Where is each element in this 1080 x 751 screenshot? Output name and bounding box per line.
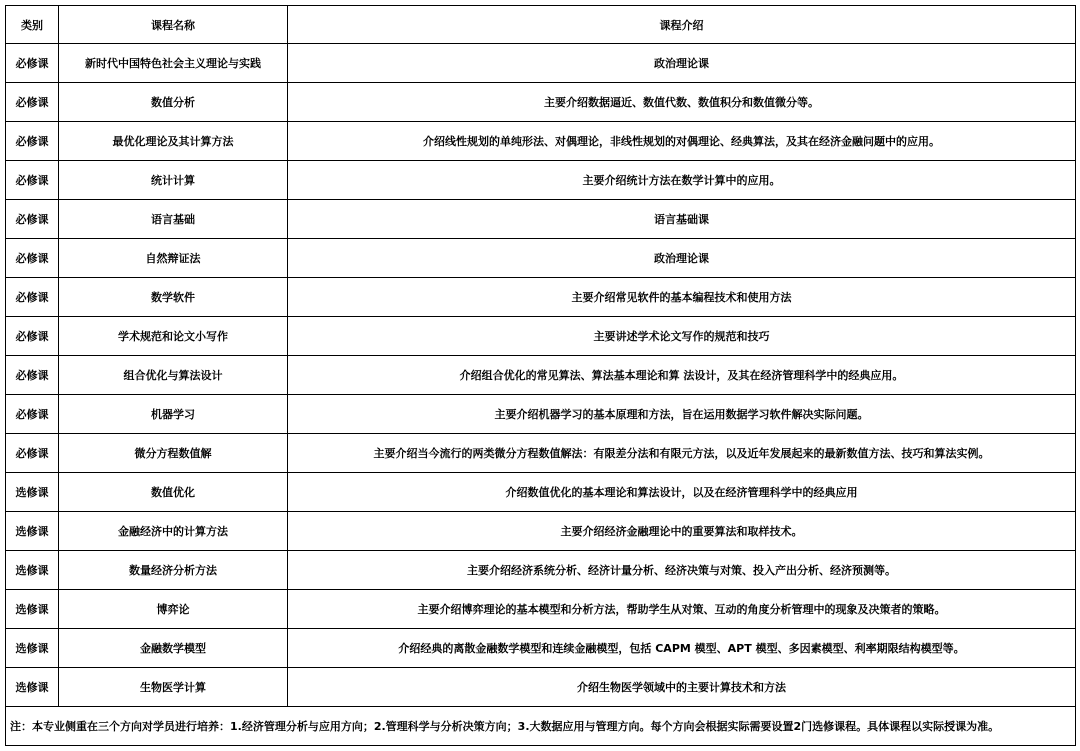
table-row <box>6 629 1076 668</box>
cell-course-name: 数量经济分析方法 <box>59 551 288 590</box>
cell-category: 必修课 <box>6 161 59 200</box>
cell-category: 必修课 <box>6 44 59 83</box>
table-row <box>6 512 1076 551</box>
cell-course-intro: 语言基础课 <box>288 200 1076 239</box>
table-row <box>6 239 1076 278</box>
cell-course-intro: 介绍经典的离散金融数学模型和连续金融模型，包括 CAPM 模型、APT 模型、多因素模型、利率期限结构模型等。 <box>288 629 1076 668</box>
cell-category: 必修课 <box>6 278 59 317</box>
table-row <box>6 434 1076 473</box>
cell-category: 选修课 <box>6 668 59 707</box>
cell-course-name: 博弈论 <box>59 590 288 629</box>
table-row <box>6 161 1076 200</box>
table-row <box>6 83 1076 122</box>
course-table <box>5 5 1076 746</box>
cell-course-name: 微分方程数值解 <box>59 434 288 473</box>
cell-course-name: 新时代中国特色社会主义理论与实践 <box>59 44 288 83</box>
cell-course-intro: 主要介绍博弈理论的基本模型和分析方法，帮助学生从对策、互动的角度分析管理中的现象及决策者的策略。 <box>288 590 1076 629</box>
cell-category: 选修课 <box>6 629 59 668</box>
cell-category: 必修课 <box>6 356 59 395</box>
cell-course-name: 组合优化与算法设计 <box>59 356 288 395</box>
cell-category: 选修课 <box>6 473 59 512</box>
table-row <box>6 44 1076 83</box>
cell-category: 必修课 <box>6 239 59 278</box>
cell-course-intro: 主要讲述学术论文写作的规范和技巧 <box>288 317 1076 356</box>
cell-course-name: 数学软件 <box>59 278 288 317</box>
cell-course-intro: 政治理论课 <box>288 239 1076 278</box>
cell-course-intro: 介绍数值优化的基本理论和算法设计，以及在经济管理科学中的经典应用 <box>288 473 1076 512</box>
cell-category: 选修课 <box>6 590 59 629</box>
cell-course-name: 学术规范和论文小写作 <box>59 317 288 356</box>
cell-course-name: 金融数学模型 <box>59 629 288 668</box>
cell-category: 必修课 <box>6 122 59 161</box>
table-header-row <box>6 6 1076 44</box>
cell-category: 必修课 <box>6 395 59 434</box>
table-row <box>6 395 1076 434</box>
cell-category: 必修课 <box>6 83 59 122</box>
cell-course-name: 数值分析 <box>59 83 288 122</box>
cell-course-intro: 政治理论课 <box>288 44 1076 83</box>
table-row <box>6 278 1076 317</box>
cell-category: 选修课 <box>6 551 59 590</box>
cell-course-intro: 介绍组合优化的常见算法、算法基本理论和算 法设计，及其在经济管理科学中的经典应用。 <box>288 356 1076 395</box>
cell-course-intro: 主要介绍当今流行的两类微分方程数值解法：有限差分法和有限元方法，以及近年发展起来的最新数值方法、技巧和算法实例。 <box>288 434 1076 473</box>
cell-course-intro: 主要介绍统计方法在数学计算中的应用。 <box>288 161 1076 200</box>
cell-course-name: 金融经济中的计算方法 <box>59 512 288 551</box>
cell-course-intro: 主要介绍机器学习的基本原理和方法，旨在运用数据学习软件解决实际问题。 <box>288 395 1076 434</box>
cell-course-name: 数值优化 <box>59 473 288 512</box>
table-note: 注：本专业侧重在三个方向对学员进行培养：1.经济管理分析与应用方向；2.管理科学与分析决策方向；3.大数据应用与管理方向。每个方向会根据实际需要设置2门选修课程。具体课程以实际授课为准。 <box>6 707 1076 746</box>
cell-course-name: 统计计算 <box>59 161 288 200</box>
table-row <box>6 473 1076 512</box>
cell-category: 必修课 <box>6 434 59 473</box>
cell-course-name: 自然辩证法 <box>59 239 288 278</box>
cell-course-intro: 主要介绍数据逼近、数值代数、数值积分和数值微分等。 <box>288 83 1076 122</box>
cell-course-intro: 介绍生物医学领域中的主要计算技术和方法 <box>288 668 1076 707</box>
table-row <box>6 200 1076 239</box>
table-row <box>6 551 1076 590</box>
header-course-name: 课程名称 <box>59 6 288 44</box>
cell-course-intro: 主要介绍经济金融理论中的重要算法和取样技术。 <box>288 512 1076 551</box>
cell-course-name: 语言基础 <box>59 200 288 239</box>
table-row <box>6 668 1076 707</box>
header-course-intro: 课程介绍 <box>288 6 1076 44</box>
cell-course-intro: 介绍线性规划的单纯形法、对偶理论，非线性规划的对偶理论、经典算法，及其在经济金融问题中的应用。 <box>288 122 1076 161</box>
table-note-row <box>6 707 1076 746</box>
cell-course-name: 最优化理论及其计算方法 <box>59 122 288 161</box>
cell-course-intro: 主要介绍经济系统分析、经济计量分析、经济决策与对策、投入产出分析、经济预测等。 <box>288 551 1076 590</box>
cell-course-name: 机器学习 <box>59 395 288 434</box>
cell-course-name: 生物医学计算 <box>59 668 288 707</box>
table-row <box>6 590 1076 629</box>
cell-course-intro: 主要介绍常见软件的基本编程技术和使用方法 <box>288 278 1076 317</box>
cell-category: 必修课 <box>6 317 59 356</box>
cell-category: 必修课 <box>6 200 59 239</box>
table-row <box>6 122 1076 161</box>
cell-category: 选修课 <box>6 512 59 551</box>
table-row <box>6 317 1076 356</box>
table-row <box>6 356 1076 395</box>
header-category: 类别 <box>6 6 59 44</box>
